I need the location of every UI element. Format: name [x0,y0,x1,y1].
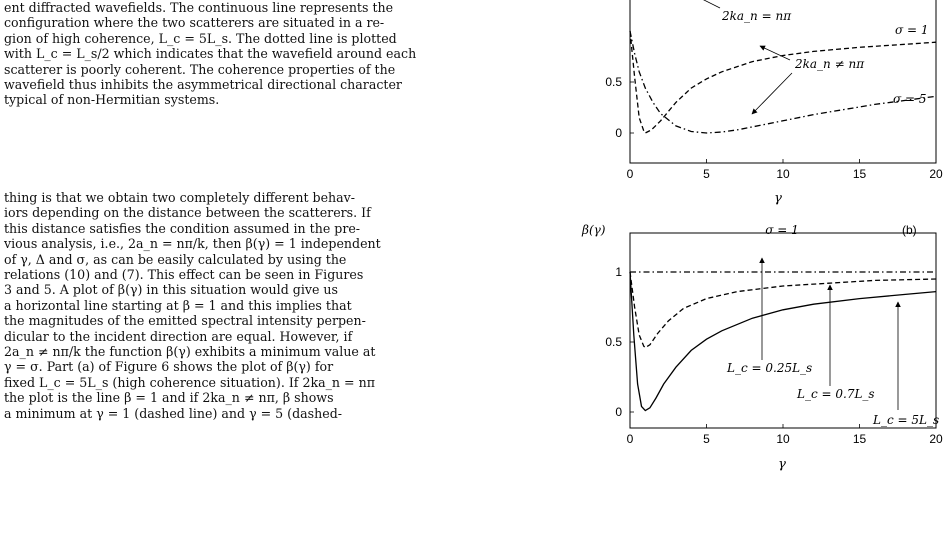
x-tick-label: 5 [703,167,710,181]
paragraph-line: the magnitudes of the emitted spectral intensity perpen- [4,313,366,329]
paragraph-line: the plot is the line β = 1 and if 2ka_n ≠ nπ, β shows [4,390,334,406]
paragraph-line: a minimum at γ = 1 (dashed line) and γ = 5 (dashed- [4,405,343,421]
paragraph-line: dicular to the incident direction are equal. However, if [4,328,353,344]
x-tick-label: 15 [852,432,867,446]
paragraph-line: vious analysis, i.e., 2a_n = nπ/k, then β(γ) = 1 independent [4,236,381,252]
panel-a-frame [630,0,936,163]
caption-line: configuration where the two scatterers are situated in a re- [4,15,385,31]
annotation-lc-025: L_c = 0.25L_s [727,361,813,375]
paragraph-line: relations (10) and (7). This effect can be seen in Figures [4,267,364,283]
x-tick-label: 0 [626,167,634,181]
paragraph-line: a horizontal line starting at β = 1 and this implies that [4,297,352,313]
x-tick-label: 0 [626,432,634,446]
annotation-sigma-5: σ = 5 [893,92,927,106]
y-tick-label: 0.5 [605,335,622,349]
caption-line: ent diffracted wavefields. The continuous line represents the [4,0,394,15]
x-tick-label: 20 [929,432,943,446]
panel-a-annotations [700,0,929,114]
panel-b-label: (b) [902,223,917,237]
panel-b-annotations [726,258,939,427]
paragraph-line: iors depending on the distance between the scatterers. If [4,205,371,221]
paragraph-line: thing is that we obtain two completely different behav- [4,190,356,205]
annotation-lc-07: L_c = 0.7L_s [797,387,875,401]
paragraph-line: 3 and 5. A plot of β(γ) in this situation would give us [4,282,338,298]
panel-b [581,223,943,472]
y-tick-label: 0 [615,126,622,140]
panel-b-xlabel: γ [778,457,786,472]
panel-b-frame [630,233,936,428]
annotation-sigma-1: σ = 1 [895,23,929,37]
x-tick-label: 15 [852,167,867,181]
annotation-2kan-neq: 2ka_n ≠ nπ [795,57,865,71]
panel-b-ylabel: β(γ) [582,223,606,237]
x-tick-label: 10 [776,167,790,181]
paragraph-line: fixed L_c = 5L_s (high coherence situation). If 2ka_n = nπ [4,374,375,390]
x-tick-label: 5 [703,432,710,446]
annotation-2kan-eq: 2ka_n = nπ [722,9,792,23]
x-tick-label: 20 [929,167,943,181]
paragraph-line: 2a_n ≠ nπ/k the function β(γ) exhibits a minimum value at [4,344,376,360]
caption-line: scatterer is poorly coherent. The coherence properties of the [4,61,396,77]
paragraph-line: of γ, Δ and σ, as can be easily calculated by using the [4,251,347,267]
paragraph-line: γ = σ. Part (a) of Figure 6 shows the plot of β(γ) for [4,359,334,375]
x-tick-label: 10 [776,432,790,446]
panel-b-title: σ = 1 [765,223,799,237]
caption-line: gion of high coherence, L_c = 5L_s. The dotted line is plotted [4,30,397,46]
panel-a-xlabel: γ [774,191,782,206]
y-tick-label: 0.5 [605,75,622,89]
panel-a [605,0,943,206]
caption-line: with L_c = L_s/2 which indicates that the wavefield around each [4,46,417,62]
annotation-lc-5: L_c = 5L_s [873,413,940,427]
caption-line: typical of non-Hermitian systems. [4,92,220,108]
y-tick-label: 1 [615,265,622,279]
paragraph-line: this distance satisfies the condition assumed in the pre- [4,220,361,236]
series-line-l-c-5l-s [630,272,936,411]
y-tick-label: 0 [615,405,622,419]
caption-line: wavefield thus inhibits the asymmetrical directional character [4,77,402,93]
